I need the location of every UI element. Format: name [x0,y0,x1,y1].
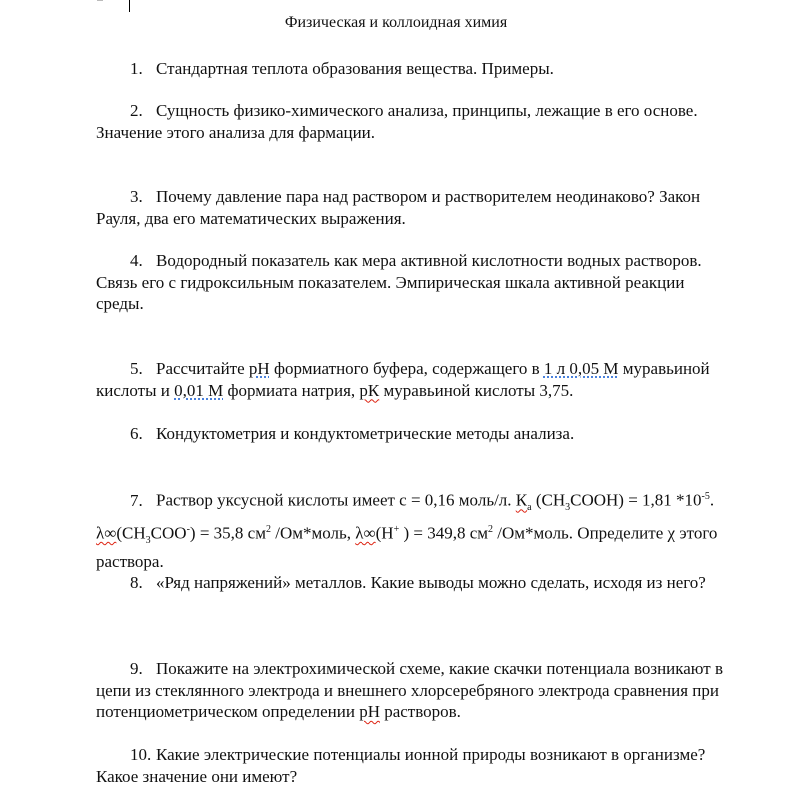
text-cursor [129,0,130,12]
question-6: 6. Кондуктометрия и кондуктометрические методы анализа. [130,424,575,443]
question-9: 9. Покажите на электрохимической схеме, какие скачки потенциала возникают в цепи из стеклянного электрода и внешнего хлорсеребряного электрода сравнения при потенциометрическом определении рН растворов. [96,659,723,721]
question-3: 3. Почему давление пара над раствором и растворителем неодинаково? Закон Рауля, два его математических выражения. [96,187,701,228]
question-4: 4. Водородный показатель как мера активной кислотности водных растворов. Связь его с гидроксильным показателем. Эмпирическая шкала активной реакции среды. [96,251,702,313]
question-5: 5. Рассчитайте рН формиатного буфера, содержащего в 1 л 0,05 М муравьиной кислоты и 0,01 М формиата натрия, рК муравьиной кислоты 3,75. [96,359,710,400]
question-2: 2. Сущность физико-химического анализа, принципы, лежащие в его основе. Значение этого анализа для фармации. [96,101,698,142]
question-7: 7. Раствор уксусной кислоты имеет с = 0,16 моль/л. $К_а$ $(CH_3COOH) = 1,81$ $*10^{-5}$. $\lambda\infty(CH_3COO^-) = 35,8$ $см^2$ /Ом*моль, λ∞(H+ ) = 349,8 $см^2$ /Ом*моль. Определите χ этого раствора. [96,490,718,572]
question-10: 10. Какие электрические потенциалы ионной природы возникают в организме? Какое значение они имеют? [96,745,706,786]
ruler-tick [97,0,103,1]
document-title: Физическая и коллоидная химия [284,14,508,31]
question-1: 1. Стандартная теплота образования вещества. Примеры. [130,59,554,78]
question-8: 8. «Ряд напряжений» металлов. Какие выводы можно сделать, исходя из него? [130,573,706,592]
